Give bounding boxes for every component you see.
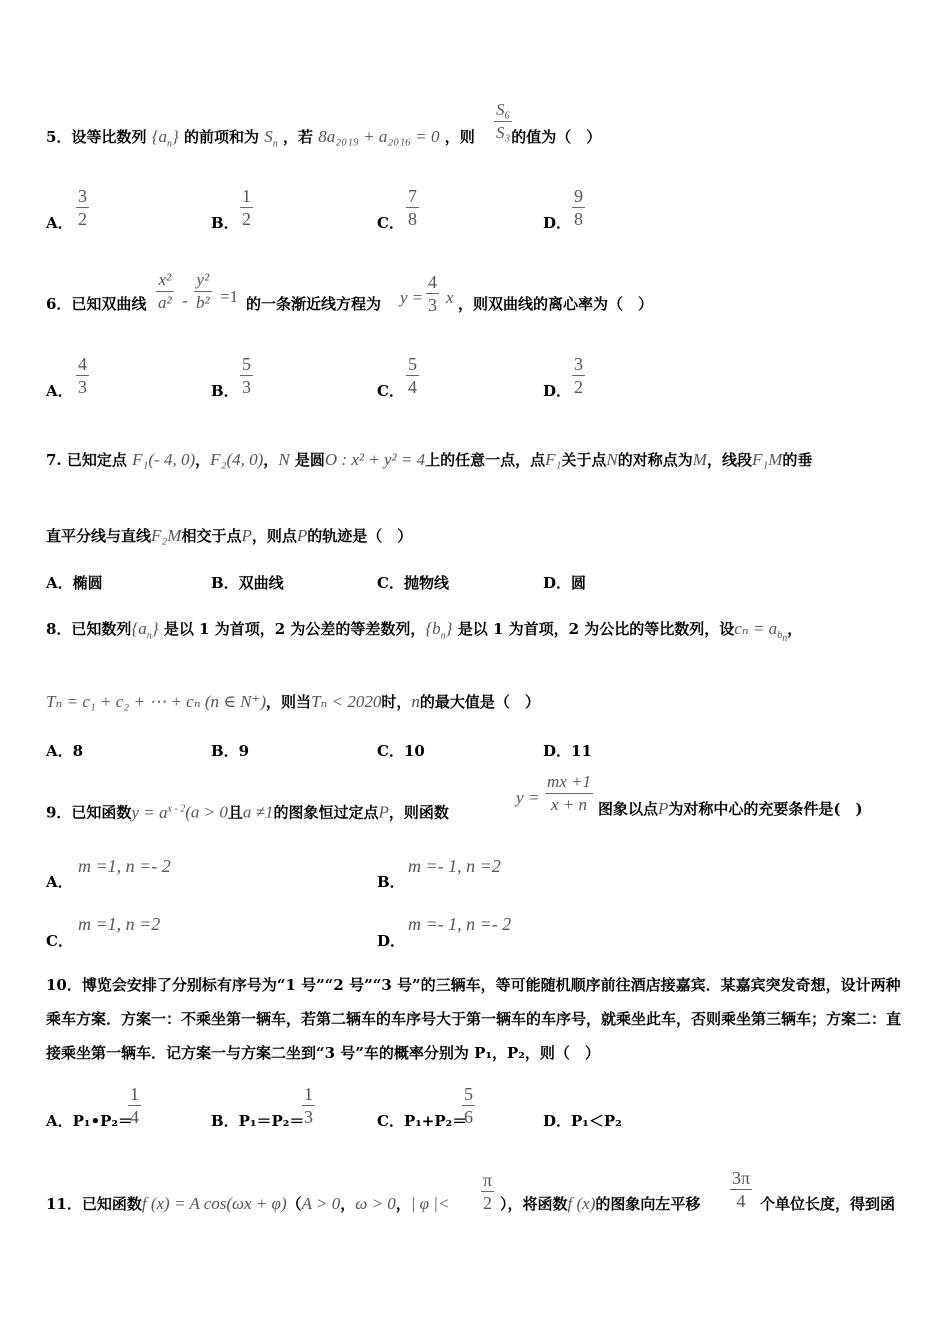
q8-cond: Tₙ < 2020 [311,692,382,711]
q9-p-point: P [658,799,669,818]
q5-text: ，则 [444,128,475,146]
q9-option-b-label[interactable]: B． [377,873,405,891]
q8-option-b[interactable]: B．9 [211,742,250,760]
q7-line-1 [46,450,812,470]
q9-line [46,799,449,823]
q7-text: 关于点 [561,451,607,469]
q5-text: ，若 [283,128,314,146]
q6-rhs: =1 [220,287,239,306]
q11-text: ），将函数 [500,1195,568,1213]
q5-option-b-label[interactable]: B． [211,214,239,232]
q7-line-2 [46,526,412,546]
q6-asym-right: x [446,288,454,307]
q5-option-b-value: 1 2 [242,186,251,229]
q9-text: 的图象恒过定点 [273,803,379,822]
q5-option-c-label[interactable]: C． [377,214,404,232]
q9-line-b [598,799,863,819]
q8-line-1 [46,619,802,649]
q11-phi-bound: π 2 [483,1170,493,1213]
q10-option-d-label[interactable]: D．P₁＜P₂ [543,1112,622,1130]
q5-text: 的值为（ ） [511,128,602,146]
q8-text: 的最大值是（ ） [419,693,540,711]
q11-line-c [760,1194,895,1214]
q5-option-d-value: 9 8 [574,186,583,229]
q7-p: P [241,526,252,545]
q6-option-c-label[interactable]: C． [377,382,404,400]
q8-line-2 [46,692,540,712]
q11-fx: f (x) [567,1194,596,1213]
q7-text: ， [195,451,211,469]
q9-option-a-value: m =1, n =- 2 [78,856,171,876]
q8-text: 8．已知数列 [46,620,132,638]
q9-option-c-label[interactable]: C． [46,932,73,950]
q11-line-b [500,1194,700,1214]
q5-option-d-label[interactable]: D． [543,214,572,232]
q8-text: 是以 1 为首项，2 为公差的等差数列， [163,620,426,638]
q9-frac: mx +1 x + n [547,772,592,814]
q6-stem-c [458,294,653,314]
q6-text: 的一条渐近线方程为 [246,295,382,313]
q9-option-c-value: m =1, n =2 [78,914,161,934]
q9-p: P [378,802,389,822]
q10-stem: 10．博览会安排了分别标有序号为“1 号”“2 号”“3 号”的三辆车，等可能随机顺序前往酒店接嘉宾．某嘉宾突发奇想，设计两种乘车方案．方案一：不乘坐第一辆车，若第二辆车的车序号大于第一辆车的车序号，就乘坐此车，否则乘坐第三辆车；方案二：直接乘坐第一辆车．记方案一与方案二坐到“3 号”车的概率分别为 P₁，P₂，则（ ） [46,976,902,1062]
q6-option-c-value: 5 4 [408,354,417,397]
q11-text: ， [340,1195,356,1213]
q11-text: （ [286,1195,302,1213]
q8-n: n [411,692,420,711]
q8-option-a[interactable]: A．8 [46,742,84,760]
q11-cond-omega: ω > 0 [355,1194,396,1213]
q8-text: 是以 1 为首项，2 为公比的等比数列，设 [457,620,735,638]
q7-f1: F₁(- 4, 0) [132,450,196,469]
q11-text: ， [395,1195,411,1213]
q7-option-a[interactable]: A．椭圆 [46,574,103,592]
q6-asym-left: y = [400,288,424,307]
q9-option-a-label[interactable]: A． [46,873,73,891]
q7-text: 上的任意一点，点 [425,451,546,469]
q9-option-d-label[interactable]: D． [377,932,406,950]
q8-bn: $\{b_n\}$ [425,619,453,642]
q7-text: 的对称点为 [617,451,693,469]
q7-option-d[interactable]: D．圆 [543,574,587,592]
q10-option-b-value: 1 3 [304,1084,313,1127]
q7-text: ，线段 [706,451,752,469]
q7-n: N [278,450,290,469]
q7-m: M [692,450,707,469]
q7-p-point: P [296,526,308,545]
q6-option-b-value: 5 3 [242,354,251,397]
q6-text: 6．已知双曲线 [46,295,147,313]
q11-cond-a: A > 0 [301,1194,341,1213]
q8-option-d[interactable]: D．11 [543,742,592,760]
q7-text: 的轨迹是（ ） [307,527,413,545]
q6-option-a-label[interactable]: A． [46,382,73,400]
q7-option-c[interactable]: C．抛物线 [377,574,449,592]
q6-frac-x: x² a² [158,270,172,312]
q7-text: ， [263,451,279,469]
q5-option-c-value: 7 8 [408,186,417,229]
q5-sn: $S_n$ [264,127,278,150]
q5-text: 5．设等比数列 [46,128,147,146]
q6-option-d-label[interactable]: D． [543,382,572,400]
q9-text: 9．已知函数 [46,803,132,822]
q7-text: 直平分线与直线 [46,527,152,545]
q7-f2: F₂(4, 0) [210,450,264,469]
q7-f1-point: F₁ [545,450,562,469]
q7-f1m: F₁M [751,450,783,469]
q6-option-d-value: 3 2 [574,354,583,397]
q11-line [46,1194,449,1214]
q9-text: 且 [227,803,243,822]
q11-text: 11．已知函数 [46,1195,142,1213]
q9-text: 图象以点 [598,800,659,818]
q9-option-b-value: m =- 1, n =2 [408,856,501,876]
q6-stem [46,294,146,314]
q8-text: ， [787,620,803,638]
q5-ratio: S₆ S₃ [496,100,511,142]
q10-option-a-value: 1 4 [130,1084,139,1127]
q9-y: y = [516,788,540,807]
q11-text: 个单位长度，得到函 [760,1195,896,1213]
q5-condition: 8a₂₀₁₉ + a₂₀₁₆ = 0 [318,127,440,146]
q11-func: f (x) = A cos(ωx + φ) [141,1194,287,1213]
q5-seq: $\{a_n\}$ [151,127,179,150]
q8-option-c[interactable]: C．10 [377,742,425,760]
q11-text: 的图象向左平移 [595,1195,701,1213]
q11-cond-phi: | φ |< [410,1194,450,1213]
q6-text: ，则双曲线的离心率为（ ） [458,295,654,313]
q5-option-a-value: 3 2 [78,186,87,229]
q8-an: $\{a_n\}$ [131,619,159,642]
q6-option-b-label[interactable]: B． [211,382,239,400]
q7-f2m: F₂M [151,526,182,545]
q10-option-a-label[interactable]: A．P₁•P₂＝ [46,1112,133,1130]
q5-text: 的前项和为 [184,128,260,146]
q10-option-b-label[interactable]: B．P₁＝P₂＝ [211,1112,305,1130]
q9-option-d-value: m =- 1, n =- 2 [408,914,512,934]
q9-text: 为对称中心的充要条件是( ) [668,800,863,818]
q7-text: ，则点 [251,527,297,545]
q6-minus: - [182,291,188,310]
q10-option-c-value: 5 6 [464,1084,473,1127]
q7-text: 的垂 [782,451,813,469]
q7-text: 是圆 [294,451,325,469]
q6-stem-b [246,294,381,314]
q9-func: $y = a^{x - 2}$ [131,802,186,822]
q7-text: 相交于点 [181,527,242,545]
q9-cond: (a > 0 [185,802,228,822]
q7-circle: O : x² + y² = 4 [324,450,426,469]
q7-text: 7. 已知定点 [46,451,127,469]
q5-stem [46,127,601,154]
q8-cn: $c_n = a_{b_n}$ [734,619,788,645]
q5-option-a-label[interactable]: A． [46,214,73,232]
q8-text: 时， [381,693,412,711]
q6-option-a-value: 4 3 [78,354,87,397]
q10-option-c-label[interactable]: C．P₁+P₂＝ [377,1112,468,1130]
q8-text: ，则当 [266,693,312,711]
q8-tn: Tₙ = c₁ + c₂ + ⋯ + cₙ (n ∈ N⁺) [46,692,267,711]
q7-option-b[interactable]: B．双曲线 [211,574,284,592]
q9-text: ，则函数 [388,803,449,822]
q11-shift: 3π 4 [732,1168,751,1211]
q6-asym-frac: 4 3 [428,272,437,315]
q6-frac-y: y² b² [196,270,210,312]
q9-cond2: a ≠1 [242,802,274,822]
q7-n-point: N [606,450,618,469]
